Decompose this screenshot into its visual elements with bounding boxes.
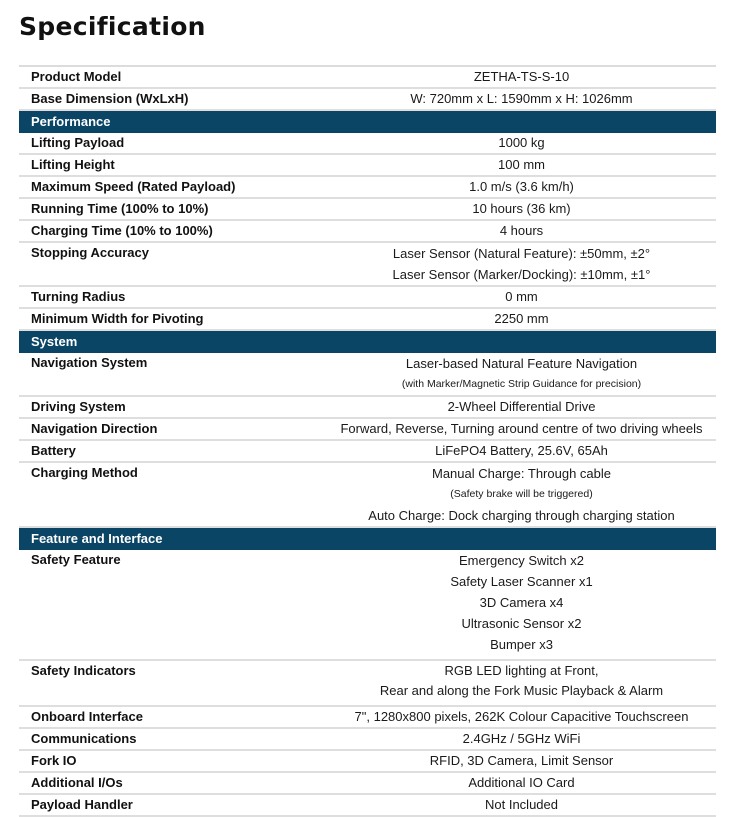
spec-value xyxy=(327,89,716,109)
spec-row-safety-feature xyxy=(19,550,716,661)
spec-row-safety-indicators xyxy=(19,661,716,707)
spec-label: Stopping Accuracy xyxy=(31,245,149,260)
section-feature-and-interface xyxy=(19,528,716,817)
spec-value xyxy=(327,419,716,439)
spec-value-line: 3D Camera x4 xyxy=(479,595,564,610)
spec-value-line: 7", 1280x800 pixels, 262K Colour Capacitive Touchscreen xyxy=(354,709,689,724)
spec-row-onboard-interface xyxy=(19,707,716,729)
spec-value xyxy=(327,397,716,417)
spec-label: Driving System xyxy=(31,399,126,414)
spec-label: Communications xyxy=(31,731,137,746)
spec-row-charging-time-10-to-100 xyxy=(19,221,716,243)
spec-label: Turning Radius xyxy=(31,289,126,304)
spec-row-lifting-payload xyxy=(19,133,716,155)
spec-label: Fork IO xyxy=(31,753,77,768)
spec-value xyxy=(327,795,716,815)
spec-value-line: 4 hours xyxy=(499,223,544,238)
spec-row-running-time-100-to-10 xyxy=(19,199,716,221)
spec-value xyxy=(327,243,716,285)
spec-label: Navigation Direction xyxy=(31,421,158,436)
spec-value-line: Manual Charge: Through cable xyxy=(432,466,611,481)
spec-label: Payload Handler xyxy=(31,797,133,812)
spec-label: Onboard Interface xyxy=(31,709,143,724)
spec-value xyxy=(327,441,716,461)
spec-value xyxy=(327,287,716,307)
spec-value-line: Laser Sensor (Marker/Docking): ±10mm, ±1° xyxy=(392,267,651,282)
spec-row-base-dimension-wxlxh xyxy=(19,89,716,111)
section-header: Feature and Interface xyxy=(19,528,716,550)
spec-value xyxy=(327,707,716,727)
spec-label: Additional I/Os xyxy=(31,775,123,790)
section-header: Performance xyxy=(19,111,716,133)
section-system xyxy=(19,331,716,528)
spec-value-note: (with Marker/Magnetic Strip Guidance for precision) xyxy=(401,378,642,390)
spec-value xyxy=(327,729,716,749)
spec-row-maximum-speed-rated-payload xyxy=(19,177,716,199)
section-header: System xyxy=(19,331,716,353)
spec-value-line: RFID, 3D Camera, Limit Sensor xyxy=(429,753,614,768)
general-rows xyxy=(19,67,716,111)
spec-value xyxy=(327,550,716,655)
spec-value-line: Laser-based Natural Feature Navigation xyxy=(405,356,638,371)
spec-label: Lifting Height xyxy=(31,157,115,172)
spec-value-line: W: 720mm x L: 1590mm x H: 1026mm xyxy=(410,91,633,106)
spec-row-communications xyxy=(19,729,716,751)
spec-row-charging-method xyxy=(19,463,716,528)
spec-label: Charging Method xyxy=(31,465,138,480)
spec-label: Navigation System xyxy=(31,355,148,370)
spec-value xyxy=(327,155,716,175)
spec-row-battery xyxy=(19,441,716,463)
spec-value-line: Laser Sensor (Natural Feature): ±50mm, ±2° xyxy=(392,246,651,261)
spec-row-stopping-accuracy xyxy=(19,243,716,287)
spec-label: Minimum Width for Pivoting xyxy=(31,311,204,326)
spec-value-line: 2.4GHz / 5GHz WiFi xyxy=(462,731,581,746)
spec-row-turning-radius xyxy=(19,287,716,309)
specification-table xyxy=(19,65,716,817)
spec-value xyxy=(327,751,716,771)
spec-value-line: Emergency Switch x2 xyxy=(459,553,584,568)
spec-value-line: Ultrasonic Sensor x2 xyxy=(461,616,582,631)
spec-label: Safety Indicators xyxy=(31,663,136,678)
spec-value-line: 2-Wheel Differential Drive xyxy=(447,399,596,414)
spec-value-line: RGB LED lighting at Front, xyxy=(444,663,599,678)
spec-label: Battery xyxy=(31,443,76,458)
spec-label: Maximum Speed (Rated Payload) xyxy=(31,179,236,194)
spec-label: Safety Feature xyxy=(31,552,121,567)
spec-value-line: 10 hours (36 km) xyxy=(472,201,571,216)
spec-value xyxy=(327,773,716,793)
spec-row-product-model xyxy=(19,67,716,89)
spec-row-lifting-height xyxy=(19,155,716,177)
section-performance xyxy=(19,111,716,331)
spec-value-line: 1.0 m/s (3.6 km/h) xyxy=(469,179,574,194)
spec-value-line: Auto Charge: Dock charging through charging station xyxy=(368,508,675,523)
spec-label: Lifting Payload xyxy=(31,135,125,150)
spec-row-driving-system xyxy=(19,397,716,419)
spec-value-line: Not Included xyxy=(485,797,558,812)
spec-value xyxy=(327,199,716,219)
spec-sections xyxy=(19,111,716,817)
spec-value-line: Safety Laser Scanner x1 xyxy=(450,574,593,589)
spec-value-line: ZETHA-TS-S-10 xyxy=(473,69,570,84)
spec-value xyxy=(327,353,716,395)
spec-value-line: Additional IO Card xyxy=(468,775,575,790)
spec-row-minimum-width-for-pivoting xyxy=(19,309,716,331)
spec-value-line: 1000 kg xyxy=(498,135,545,150)
spec-row-navigation-direction xyxy=(19,419,716,441)
spec-value xyxy=(327,661,716,701)
spec-value-line: LiFePO4 Battery, 25.6V, 65Ah xyxy=(435,443,608,458)
spec-value-note: (Safety brake will be triggered) xyxy=(450,488,593,500)
spec-label: Product Model xyxy=(31,69,122,84)
spec-value xyxy=(327,309,716,329)
spec-label: Running Time (100% to 10%) xyxy=(31,201,209,216)
spec-value-line: Bumper x3 xyxy=(490,637,553,652)
spec-value xyxy=(327,221,716,241)
spec-row-fork-io xyxy=(19,751,716,773)
spec-label: Charging Time (10% to 100%) xyxy=(31,223,213,238)
spec-label: Base Dimension (WxLxH) xyxy=(31,91,189,106)
spec-value-line: Forward, Reverse, Turning around centre of two driving wheels xyxy=(340,421,703,436)
spec-value xyxy=(327,67,716,87)
spec-value xyxy=(327,463,716,526)
spec-value xyxy=(327,177,716,197)
spec-row-additional-i-os xyxy=(19,773,716,795)
spec-value-line: Rear and along the Fork Music Playback & Alarm xyxy=(379,683,664,698)
spec-value-line: 100 mm xyxy=(498,157,545,172)
spec-row-payload-handler xyxy=(19,795,716,817)
spec-value xyxy=(327,133,716,153)
spec-value-line: 0 mm xyxy=(505,289,538,304)
spec-value-line: 2250 mm xyxy=(494,311,549,326)
spec-row-navigation-system xyxy=(19,353,716,397)
page-title: Specification xyxy=(19,12,206,41)
